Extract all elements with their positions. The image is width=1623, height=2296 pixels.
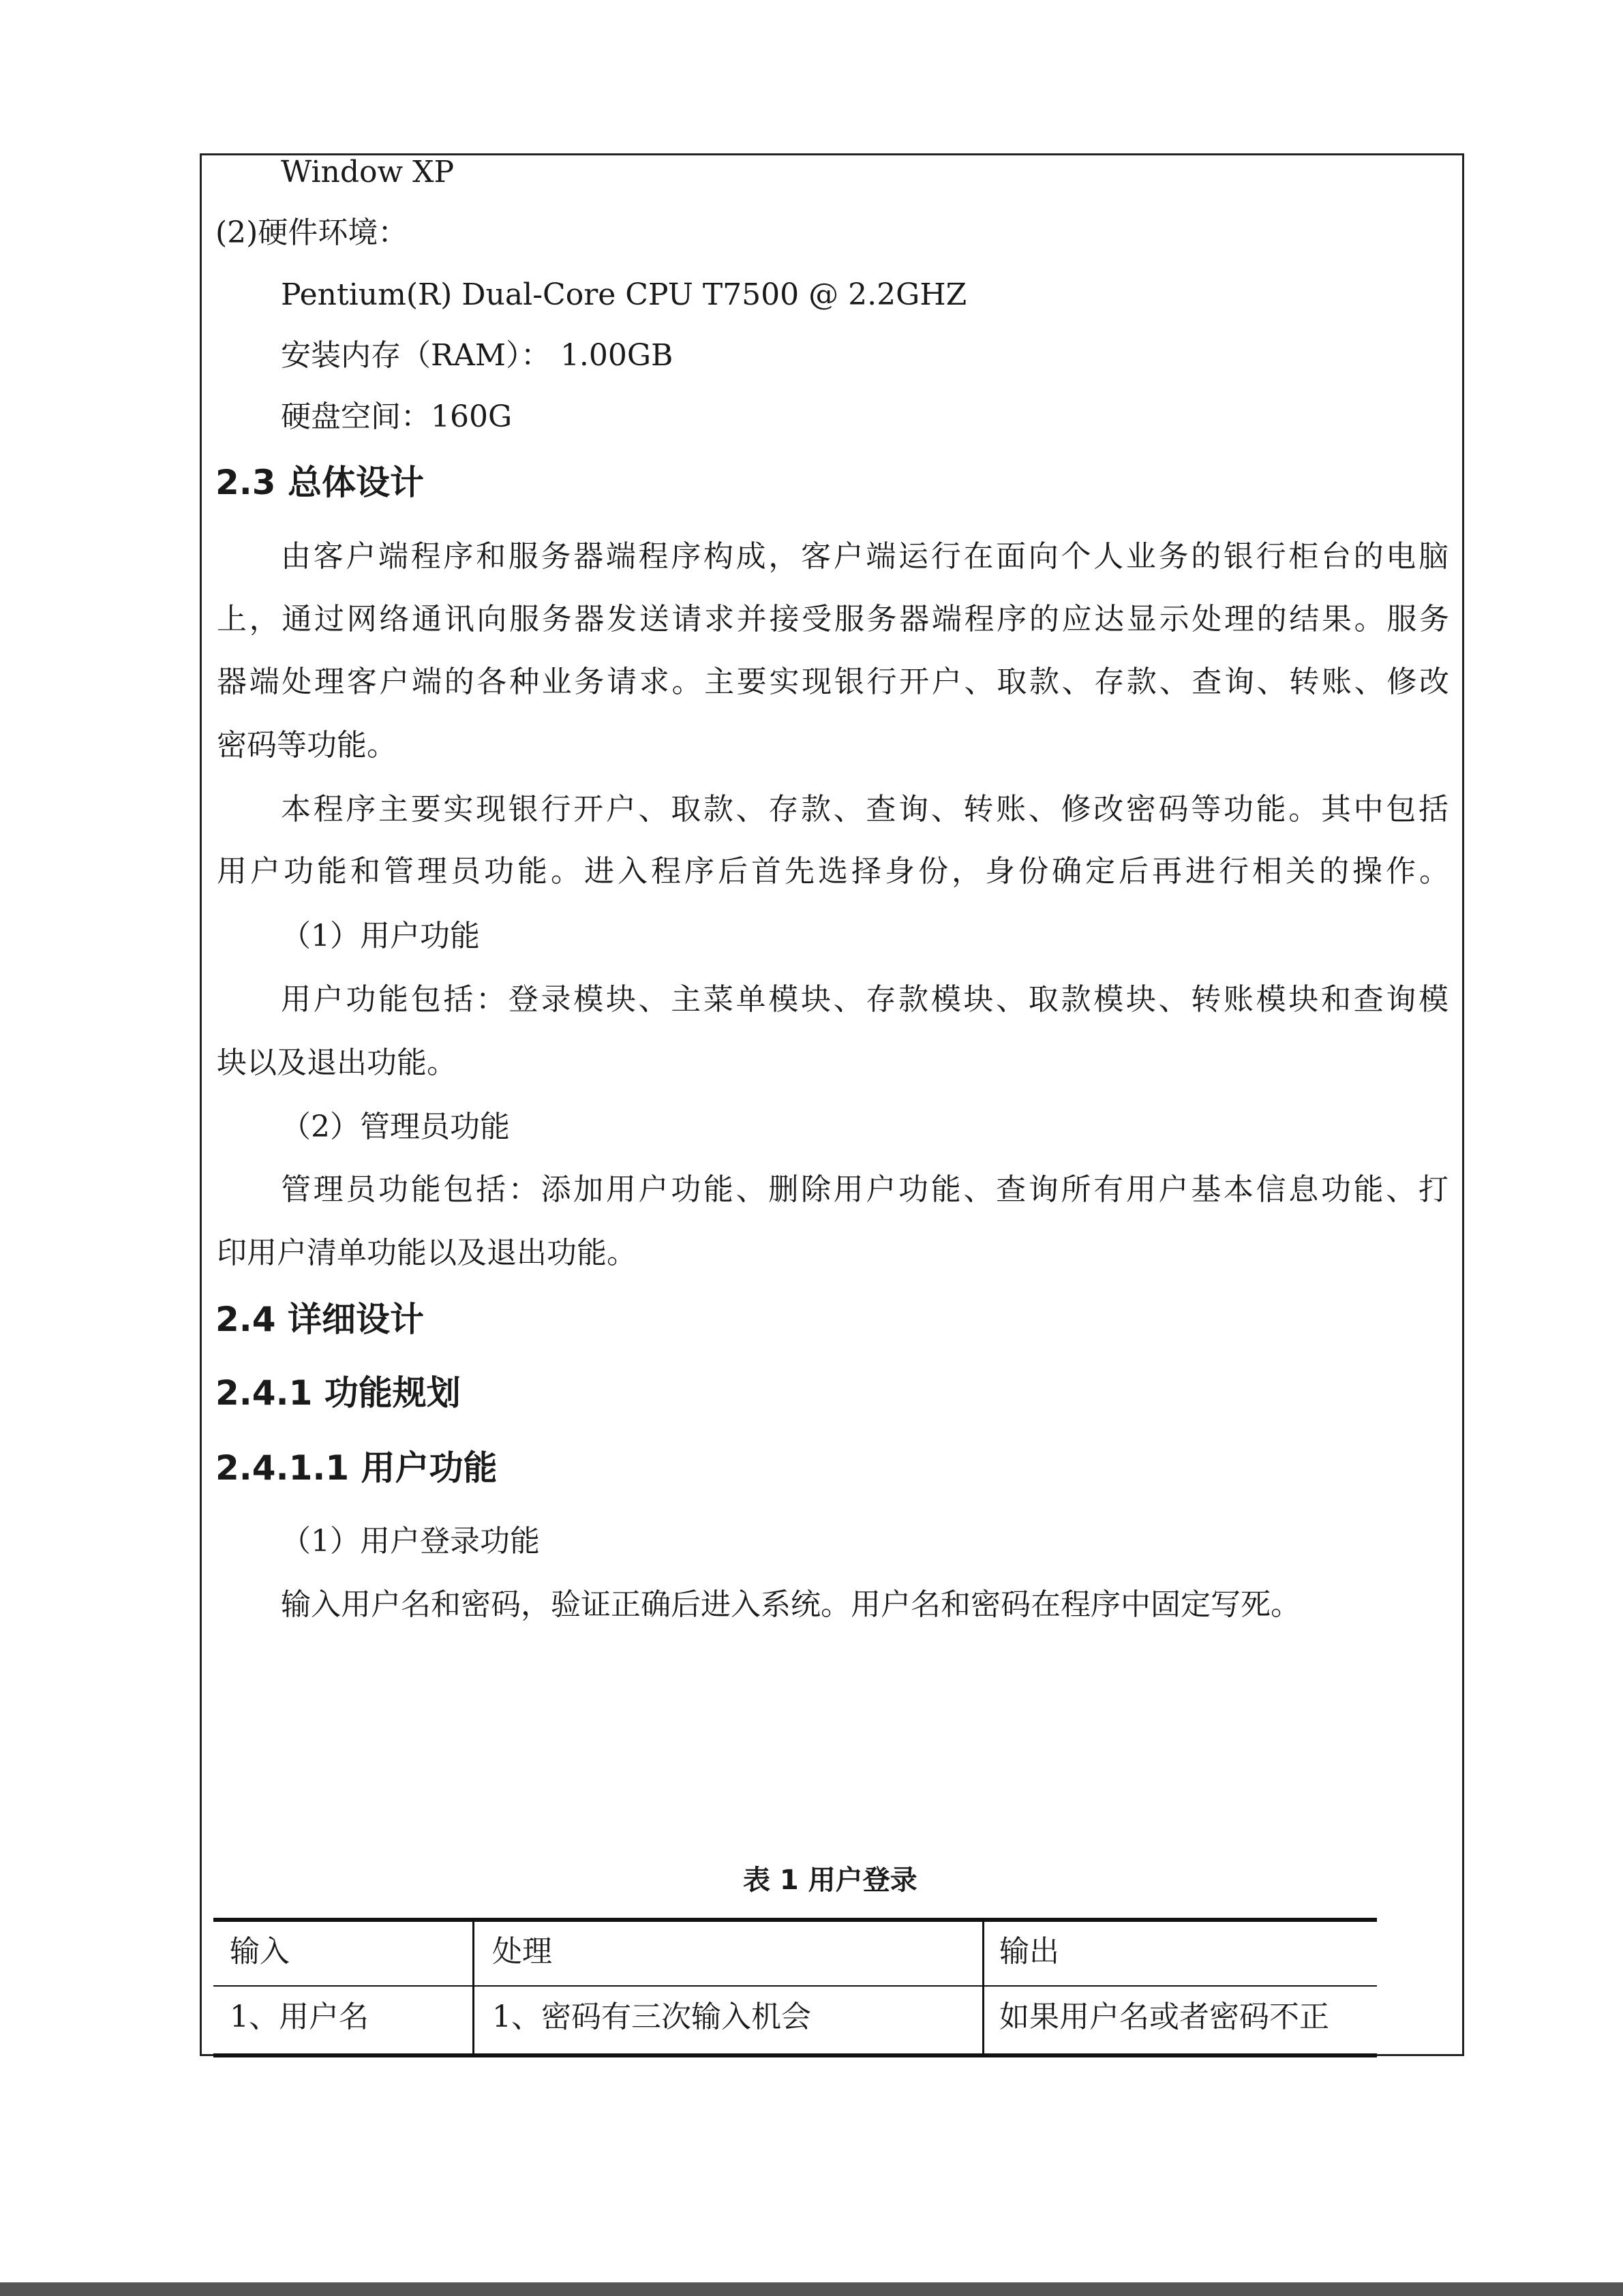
- paragraph-line: 管理员功能包括：添加用户功能、删除用户功能、查询所有用户基本信息功能、打: [281, 1172, 1448, 1207]
- section-heading-2-4-1: 2.4.1 功能规划: [215, 1373, 461, 1413]
- paragraph-line: 密码等功能。: [217, 728, 397, 763]
- paragraph-line: 印用户清单功能以及退出功能。: [217, 1236, 637, 1270]
- user-login-table: [213, 1918, 1377, 2057]
- section-heading-2-3: 2.3 总体设计: [215, 463, 424, 502]
- table-column-divider: [472, 1918, 474, 2057]
- table-header-cell: 处理: [492, 1934, 552, 1969]
- paragraph-line: 块以及退出功能。: [217, 1045, 457, 1080]
- table-header-cell: 输出: [999, 1934, 1059, 1969]
- table-column-divider: [982, 1918, 984, 2057]
- os-line: Window XP: [281, 155, 455, 189]
- login-function-description: 输入用户名和密码，验证正确后进入系统。用户名和密码在程序中固定写死。: [281, 1587, 1301, 1622]
- table-caption: 表 1 用户登录: [743, 1865, 917, 1896]
- table-header-cell: 输入: [230, 1934, 290, 1969]
- paragraph-line: 本程序主要实现银行开户、取款、存款、查询、转账、修改密码等功能。其中包括: [281, 792, 1448, 827]
- paragraph-line: 器端处理客户端的各种业务请求。主要实现银行开户、取款、存款、查询、转账、修改: [217, 664, 1449, 699]
- table-cell: 1、密码有三次输入机会: [492, 2000, 811, 2034]
- hardware-heading: (2)硬件环境：: [215, 215, 408, 250]
- ram-line: 安装内存（RAM）： 1.00GB: [281, 338, 673, 373]
- page-bottom-edge: [0, 2282, 1623, 2296]
- table-bottom-rule: [213, 2053, 1377, 2057]
- table-cell: 1、用户名: [230, 2000, 369, 2034]
- section-heading-2-4-1-1: 2.4.1.1 用户功能: [215, 1448, 498, 1488]
- user-function-title: （1）用户功能: [281, 919, 480, 953]
- paragraph-line: 用户功能和管理员功能。进入程序后首先选择身份，身份确定后再进行相关的操作。: [217, 854, 1449, 889]
- cpu-line: Pentium(R) Dual-Core CPU T7500 @ 2.2GHZ: [281, 277, 967, 312]
- paragraph-line: 用户功能包括：登录模块、主菜单模块、存款模块、取款模块、转账模块和查询模: [281, 982, 1448, 1017]
- table-cell: 如果用户名或者密码不正: [999, 2000, 1329, 2034]
- table-header-rule: [213, 1985, 1377, 1987]
- paragraph-line: 上，通过网络通讯向服务器发送请求并接受服务器端程序的应达显示处理的结果。服务: [217, 602, 1449, 637]
- login-function-title: （1）用户登录功能: [281, 1524, 540, 1559]
- page-frame: [200, 153, 1464, 2056]
- admin-function-title: （2）管理员功能: [281, 1109, 510, 1144]
- paragraph-line: 由客户端程序和服务器端程序构成，客户端运行在面向个人业务的银行柜台的电脑: [281, 539, 1448, 574]
- table-top-rule: [213, 1918, 1377, 1922]
- disk-line: 硬盘空间：160G: [281, 399, 513, 434]
- section-heading-2-4: 2.4 详细设计: [215, 1300, 424, 1339]
